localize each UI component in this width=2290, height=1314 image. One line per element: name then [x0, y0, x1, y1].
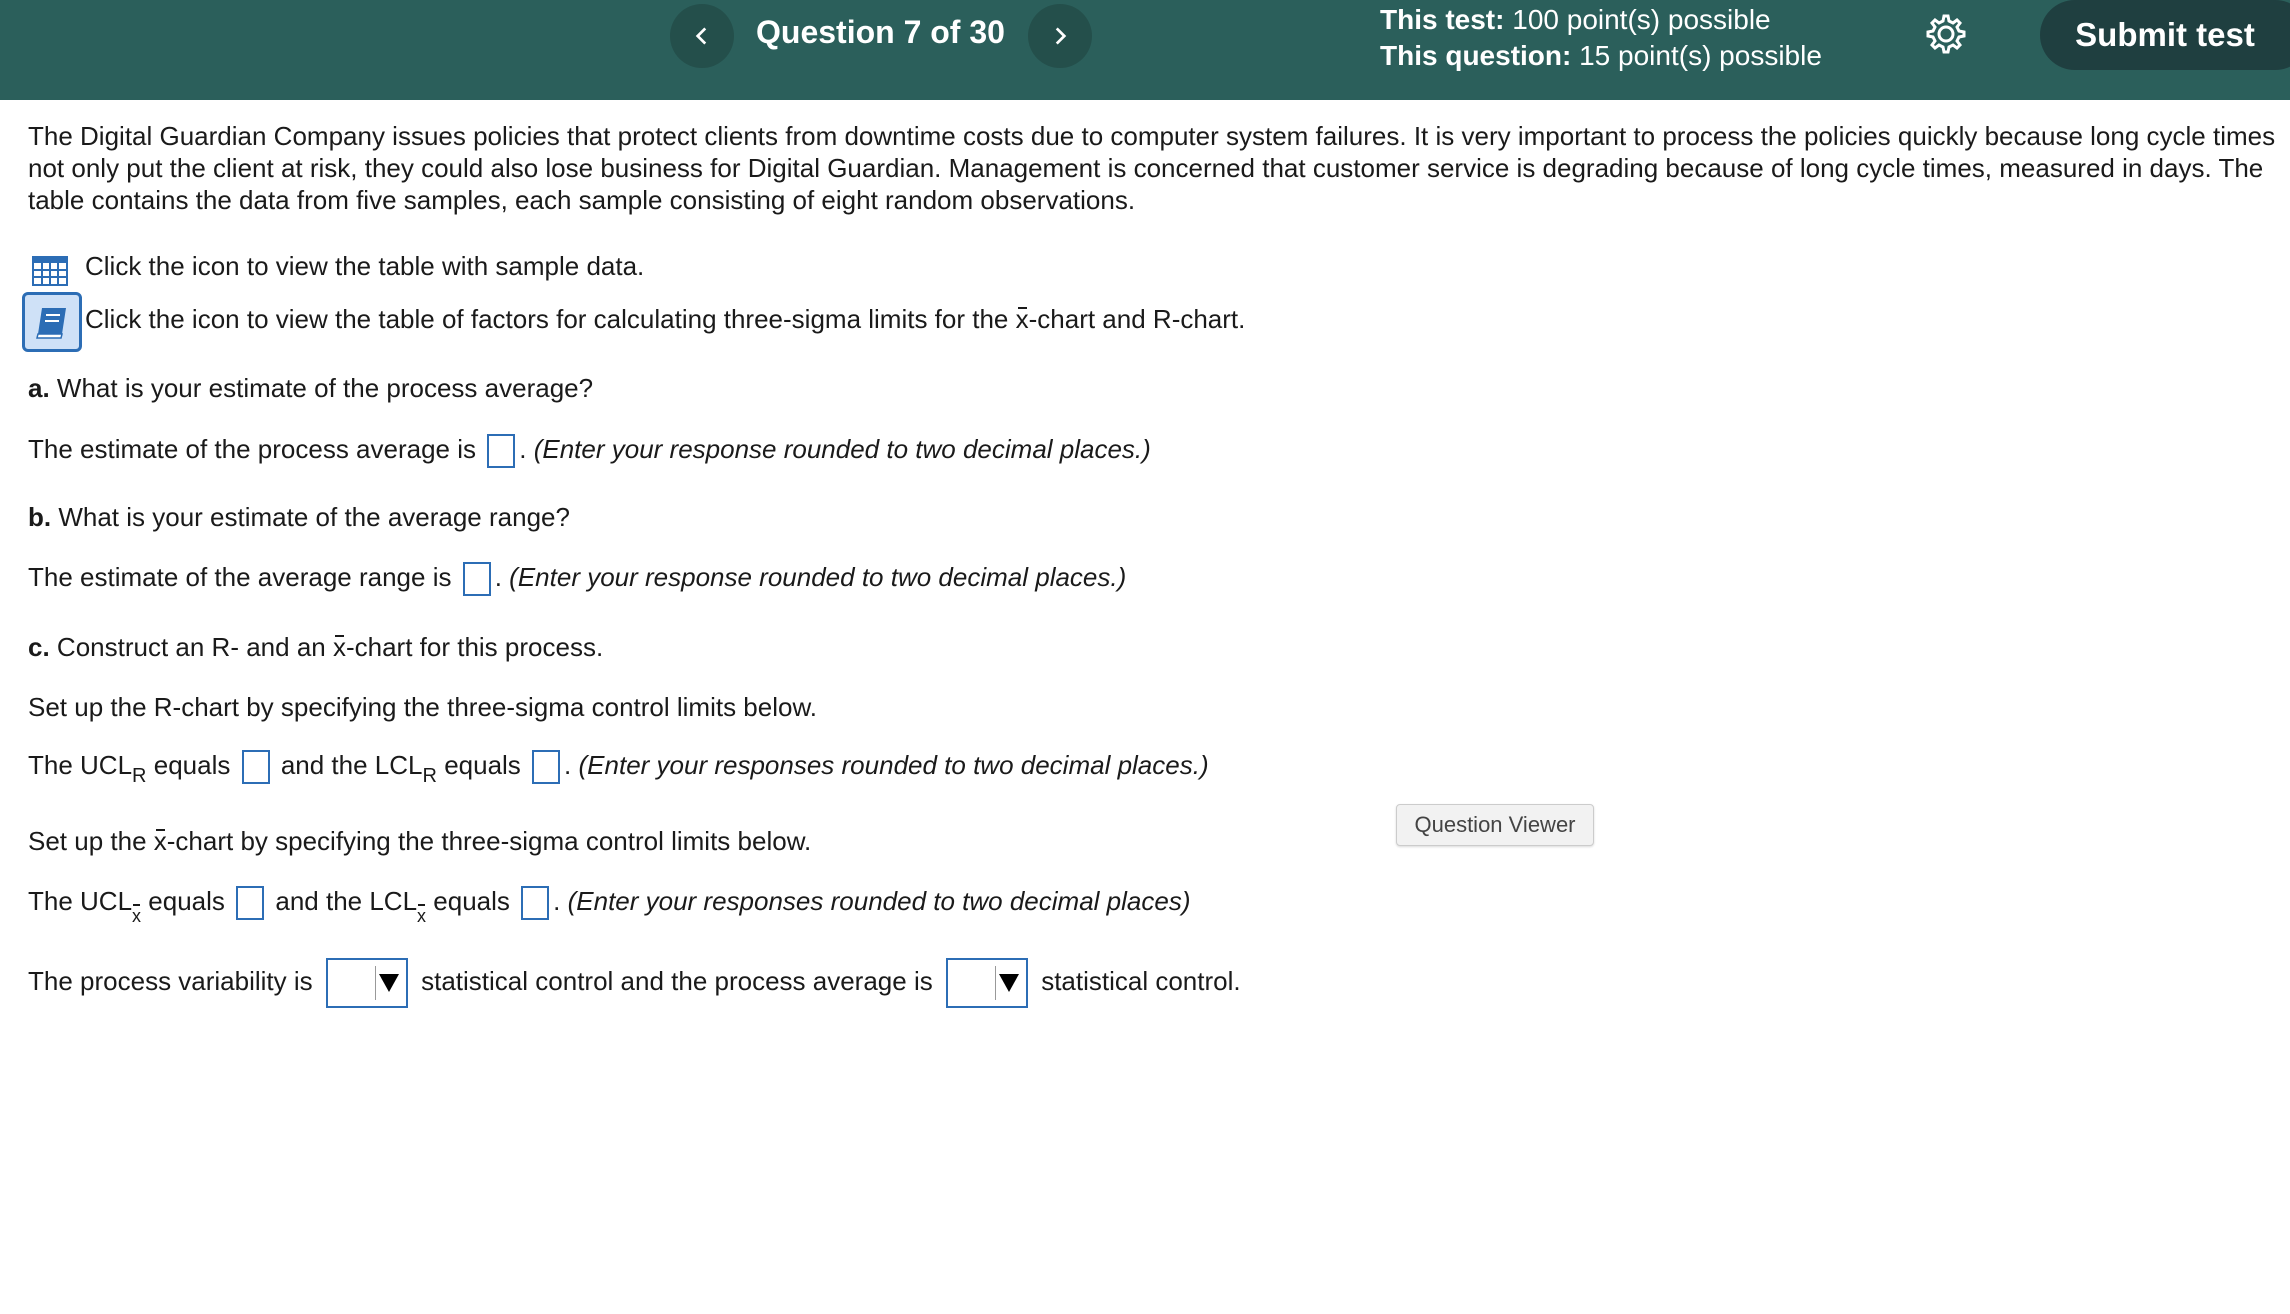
header-bar — [0, 0, 2290, 100]
ucl-x-input[interactable] — [236, 886, 264, 920]
sample-data-link-text: Click the icon to view the table with sample data. — [85, 251, 645, 281]
part-a-question: a. What is your estimate of the process average? — [28, 373, 594, 403]
part-a-answer-row: The estimate of the process average is . (Enter your response rounded to two decimal places.) — [28, 434, 1151, 468]
dropdown-arrow-icon — [995, 966, 1022, 1000]
part-b-hint: (Enter your response rounded to two decimal places.) — [509, 562, 1127, 592]
book-icon — [32, 302, 72, 342]
test-points-value: 100 point(s) possible — [1512, 4, 1771, 35]
table-icon[interactable] — [32, 256, 68, 286]
submit-test-button[interactable]: Submit test — [2040, 0, 2290, 70]
average-dropdown[interactable] — [946, 958, 1028, 1008]
question-content — [28, 120, 2278, 216]
points-info — [1380, 2, 1822, 74]
question-points-label: This question: — [1380, 40, 1572, 71]
average-range-input[interactable] — [463, 562, 491, 596]
ucl-r-input[interactable] — [242, 750, 270, 784]
previous-question-button[interactable] — [670, 4, 734, 68]
test-points-label: This test: — [1380, 4, 1505, 35]
r-chart-hint: (Enter your responses rounded to two decimal places.) — [578, 750, 1209, 780]
lcl-x-input[interactable] — [521, 886, 549, 920]
problem-statement: The Digital Guardian Company issues policies that protect clients from downtime costs due to computer system failures. It is very important to process the policies quickly because long cycle times not only put the client at risk, they could also lose business for Digital Guardian. Management is concerned that customer service is degrading because of long cycle times, measured in days. The table contains the data from five samples, each sample consisting of eight random observations. — [28, 121, 2276, 215]
chevron-right-icon — [1047, 23, 1073, 49]
factors-table-button[interactable] — [22, 292, 82, 352]
x-chart-hint: (Enter your responses rounded to two decimal places) — [567, 886, 1191, 916]
chevron-left-icon — [689, 23, 715, 49]
part-b-question: b. What is your estimate of the average range? — [28, 502, 570, 532]
x-chart-limits-row: The UCLx equals and the LCLx equals . (Enter your responses rounded to two decimal places) — [28, 886, 1191, 926]
question-viewer-button[interactable]: Question Viewer — [1396, 804, 1594, 846]
lcl-r-input[interactable] — [532, 750, 560, 784]
r-chart-limits-row: The $UCL_R$ equals and the $LCL_R$ equals . (Enter your responses rounded to two decimal places.) — [28, 750, 1209, 787]
control-status-row: The process variability is statistical control and the process average is statistical control. — [28, 958, 1241, 1008]
question-title: Question 7 of 30 — [756, 14, 1005, 50]
dropdown-arrow-icon — [375, 966, 402, 1000]
process-average-input[interactable] — [487, 434, 515, 468]
part-c-question: c. Construct an R- and an x-chart for this process. — [28, 632, 604, 662]
question-points-value: 15 point(s) possible — [1579, 40, 1822, 71]
part-b-answer-row: The estimate of the average range is . (Enter your response rounded to two decimal places.) — [28, 562, 1126, 596]
next-question-button[interactable] — [1028, 4, 1092, 68]
r-chart-intro: Set up the R-chart by specifying the three-sigma control limits below. — [28, 692, 818, 722]
gear-icon[interactable] — [1922, 10, 1970, 58]
x-chart-intro: Set up the x-chart by specifying the three-sigma control limits below. — [28, 826, 812, 856]
part-a-hint: (Enter your response rounded to two decimal places.) — [533, 434, 1151, 464]
variability-dropdown[interactable] — [326, 958, 408, 1008]
factors-link-text: Click the icon to view the table of factors for calculating three-sigma limits for the x-chart and R-chart. — [85, 304, 1246, 334]
